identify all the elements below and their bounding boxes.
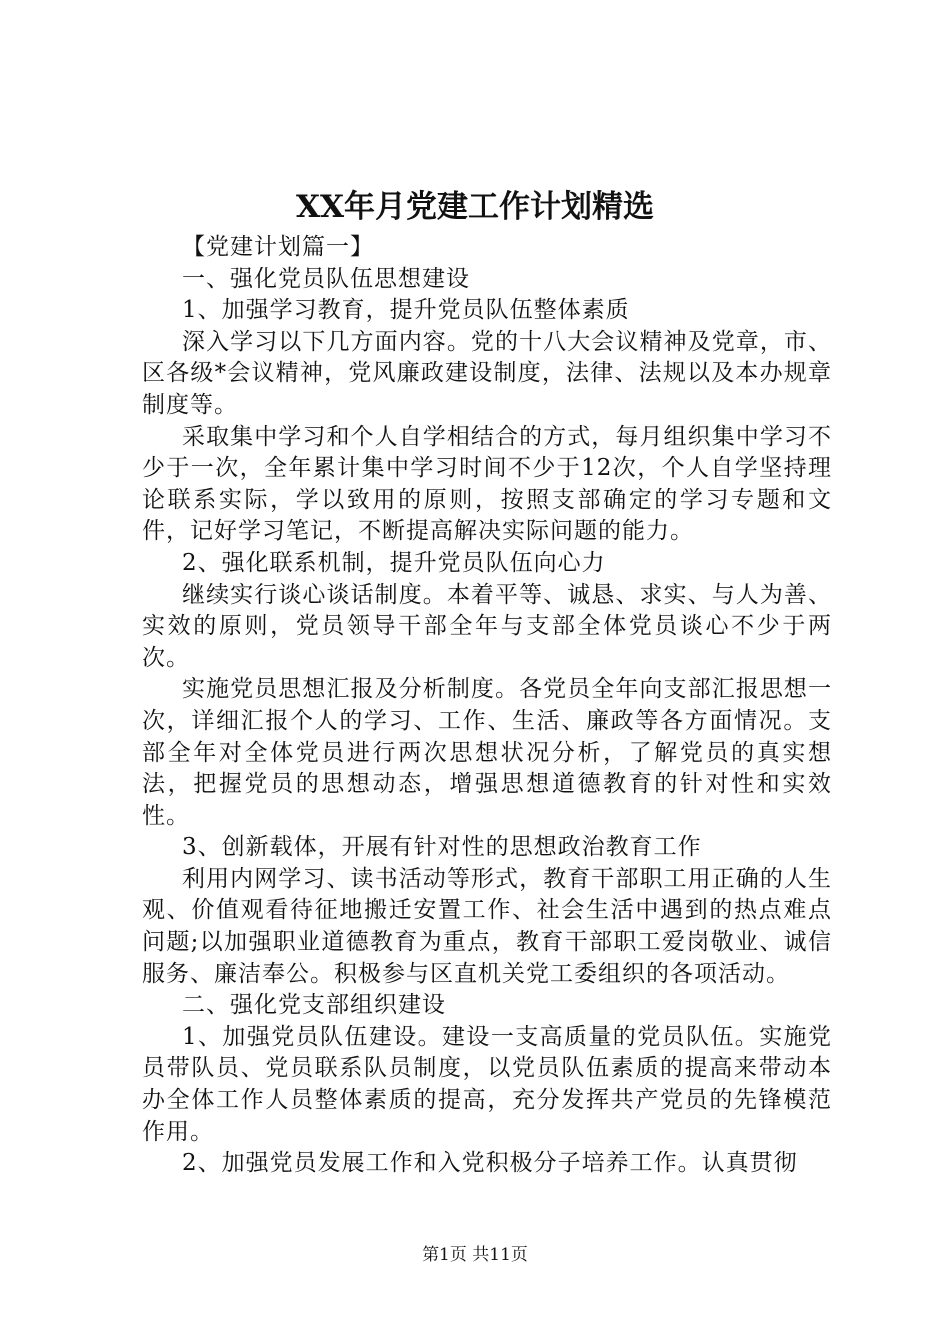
paragraph-heading-2: 二、强化党支部组织建设	[182, 992, 446, 1019]
paragraph-body: 继续实行谈心谈话制度。本着平等、诚恳、求实、与人为善、实效的原则，党员领导干部全年与支部全体党员谈心不少于两次。	[142, 581, 832, 671]
paragraph-heading-1: 一、强化党员队伍思想建设	[182, 265, 470, 292]
document-body	[142, 232, 832, 1180]
paragraph-subheading-1-2: 2、强化联系机制，提升党员队伍向心力	[182, 549, 606, 576]
paragraph-subheading-1-3: 3、创新载体，开展有针对性的思想政治教育工作	[182, 834, 702, 861]
page-footer: 第1页 共11页	[422, 1245, 528, 1265]
paragraph-body: 2、加强党员发展工作和入党积极分子培养工作。认真贯彻	[182, 1150, 798, 1177]
paragraph-body: 采取集中学习和个人自学相结合的方式，每月组织集中学习不少于一次，全年累计集中学习时间不少于12次，个人自学坚持理论联系实际，学以致用的原则，按照支部确定的学习专题和文件，记好学习笔记，不断提高解决实际问题的能力。	[142, 423, 832, 545]
paragraph-body: 深入学习以下几方面内容。党的十八大会议精神及党章，市、区各级*会议精神，党风廉政建设制度，法律、法规以及本办规章制度等。	[142, 328, 832, 418]
paragraph-subheading-1-1: 1、加强学习教育，提升党员队伍整体素质	[182, 297, 630, 324]
paragraph-body: 实施党员思想汇报及分析制度。各党员全年向支部汇报思想一次，详细汇报个人的学习、工作、生活、廉政等各方面情况。支部全年对全体党员进行两次思想状况分析，了解党员的真实想法，把握党员的思想动态，增强思想道德教育的针对性和实效性。	[142, 676, 832, 829]
paragraph-body: 1、加强党员队伍建设。建设一支高质量的党员队伍。实施党员带队员、党员联系队员制度，以党员队伍素质的提高来带动本办全体工作人员整体素质的提高，充分发挥共产党员的先锋模范作用。	[142, 1023, 832, 1145]
paragraph-body: 利用内网学习、读书活动等形式，教育干部职工用正确的人生观、价值观看待征地搬迁安置工作、社会生活中遇到的热点难点问题;以加强职业道德教育为重点，教育干部职工爱岗敬业、诚信服务、廉洁奉公。积极参与区直机关党工委组织的各项活动。	[142, 865, 832, 987]
paragraph-section-label: 【党建计划篇一】	[182, 234, 374, 260]
document-title: XX年月党建工作计划精选	[295, 189, 655, 225]
